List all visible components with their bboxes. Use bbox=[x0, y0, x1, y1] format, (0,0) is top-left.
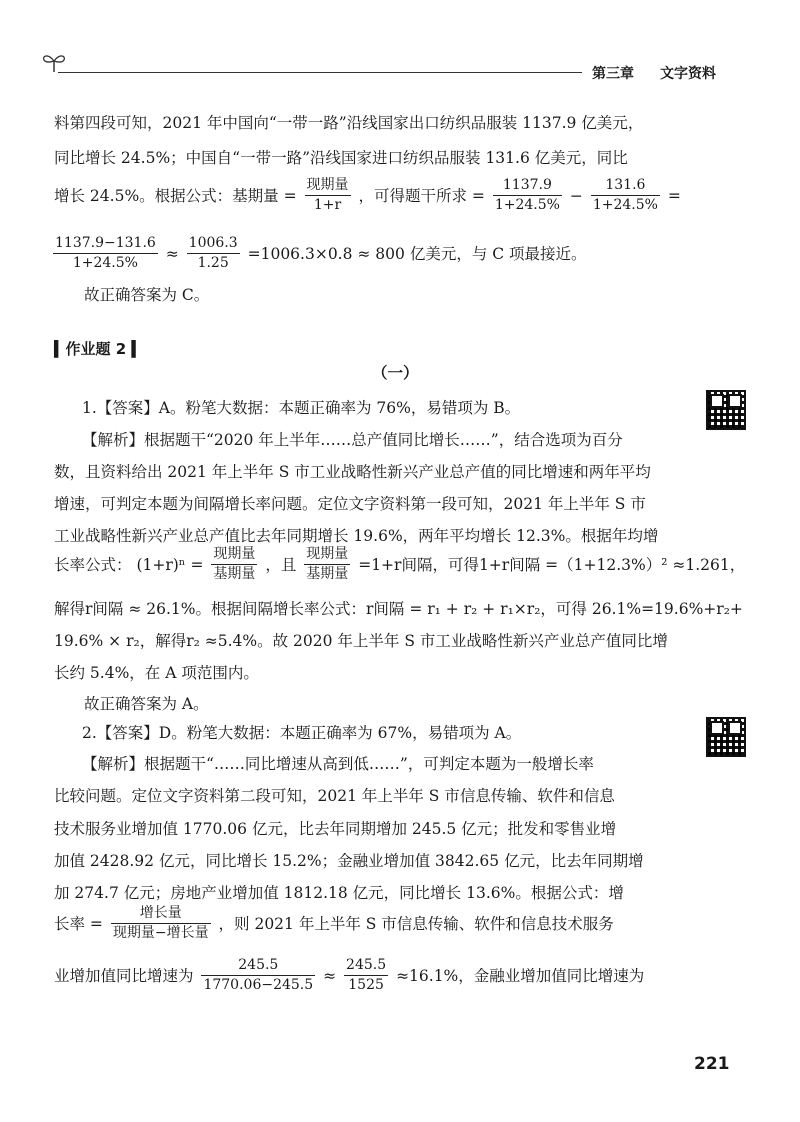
formula-line: $\frac{1137.9-131.6}{1+24.5\%}$ ≈ $\frac{1006.3}{1.25}$ =1006.3×0.8 ≈ 800 亿美元，与 C 项最接近。 bbox=[55, 235, 587, 271]
fraction-d: $\frac{245.5}{1770.06-245.5}$ bbox=[203, 957, 314, 993]
text-line: 料第四段可知，2021 年中国向“一带一路”沿线国家出口纺织品服装 1137.9 亿美元， bbox=[54, 114, 644, 132]
text-line: 数，且资料给出 2021 年上半年 S 市工业战略性新兴产业总产值的同比增速和两年平均 bbox=[54, 463, 651, 481]
header-rule bbox=[58, 72, 582, 73]
text-line: 【解析】根据题干“2020 年上半年……总产值同比增长……”，结合选项为百分 bbox=[82, 431, 623, 449]
text-line: 增速，可判定本题为间隔增长率问题。定位文字资料第一段可知，2021 年上半年 S 市 bbox=[54, 495, 646, 513]
text-line: 【解析】根据题干“……同比增速从高到低……”，可判定本题为一般增长率 bbox=[82, 755, 594, 773]
sprout-logo-icon bbox=[40, 50, 68, 74]
fraction-4: $\frac{1006.3}{1.25}$ bbox=[188, 235, 238, 271]
section-label: 文字资料 bbox=[660, 66, 716, 82]
section-title: ▍作业题 2 ▍ bbox=[54, 340, 143, 358]
fraction-a: $\frac{\text{现期量}}{\text{基期量}}$ bbox=[213, 546, 256, 582]
text-line: 工业战略性新兴产业总产值比去年同期增长 19.6%，两年平均增长 12.3%。根据年均增 bbox=[54, 527, 659, 545]
formula-line: 长率 = $\frac{\text{增长量}}{\text{现期量−增长量}}$ ，则 2021 年上半年 S 市信息传输、软件和信息技术服务 bbox=[54, 905, 614, 941]
page-number: 221 bbox=[694, 1054, 730, 1074]
fraction-base: $\frac{\text{现期量}}{1+r}$ bbox=[306, 177, 349, 213]
fraction-c: $\frac{\text{增长量}}{\text{现期量−增长量}}$ bbox=[112, 905, 209, 941]
formula-line: 业增加值同比增速为 $\frac{245.5}{1770.06-245.5}$ ≈ $\frac{245.5}{1525}$ ≈16.1%，金融业增加值同比增速为 bbox=[54, 957, 645, 993]
formula-line: 增长 24.5%。根据公式：基期量 = $\frac{\text{现期量}}{1+r}$ ，可得题干所求 = $\frac{1137.9}{1+24.5\%}$ − $\frac{131.6}{1+24.5\%}$ = bbox=[54, 177, 681, 213]
chapter-label: 第三章 bbox=[592, 66, 634, 82]
answer-line: 故正确答案为 C。 bbox=[84, 286, 210, 304]
text-line: 长约 5.4%，在 A 项范围内。 bbox=[54, 664, 259, 682]
text-line: 加值 2428.92 亿元，同比增长 15.2%；金融业增加值 3842.65 亿元，比去年同期增 bbox=[54, 852, 644, 870]
qr-code-icon[interactable] bbox=[706, 390, 746, 430]
text-line: 19.6% × r₂，解得r₂ ≈5.4%。故 2020 年上半年 S 市工业战略性新兴产业总产值同比增 bbox=[54, 632, 668, 650]
formula-line: 长率公式： (1+r)ⁿ = $\frac{\text{现期量}}{\text{基期量}}$ ，且 $\frac{\text{现期量}}{\text{基期量}}$ =1+r间隔，可得1+r间隔 =（1+12.3%）² ≈1.261， bbox=[54, 546, 746, 582]
text-line: 同比增长 24.5%；中国自“一带一路”沿线国家进口纺织品服装 131.6 亿美元，同比 bbox=[54, 149, 628, 167]
fraction-2: $\frac{131.6}{1+24.5\%}$ bbox=[592, 177, 658, 213]
answer-line: 故正确答案为 A。 bbox=[84, 695, 209, 713]
question-1-answer: 1.【答案】A。粉笔大数据：本题正确率为 76%，易错项为 B。 bbox=[82, 399, 521, 417]
text-line: 加 274.7 亿元；房地产业增加值 1812.18 亿元，同比增长 13.6%。根据公式：增 bbox=[54, 884, 624, 902]
text-line: 解得r间隔 ≈ 26.1%。根据间隔增长率公式：r间隔 = r₁ + r₂ + r₁×r₂，可得 26.1%=19.6%+r₂+ bbox=[54, 600, 743, 618]
qr-code-icon[interactable] bbox=[706, 717, 746, 757]
text-line: 比较问题。定位文字资料第二段可知，2021 年上半年 S 市信息传输、软件和信息 bbox=[54, 787, 615, 805]
text-line: 技术服务业增加值 1770.06 亿元，比去年同期增加 245.5 亿元；批发和零售业增 bbox=[54, 820, 617, 838]
question-2-answer: 2.【答案】D。粉笔大数据：本题正确率为 67%，易错项为 A。 bbox=[82, 724, 522, 742]
fraction-b: $\frac{\text{现期量}}{\text{基期量}}$ bbox=[306, 546, 349, 582]
fraction-1: $\frac{1137.9}{1+24.5\%}$ bbox=[494, 177, 560, 213]
part-title: （一） bbox=[372, 363, 419, 382]
fraction-3: $\frac{1137.9-131.6}{1+24.5\%}$ bbox=[55, 235, 156, 271]
fraction-e: $\frac{245.5}{1525}$ bbox=[346, 957, 387, 993]
